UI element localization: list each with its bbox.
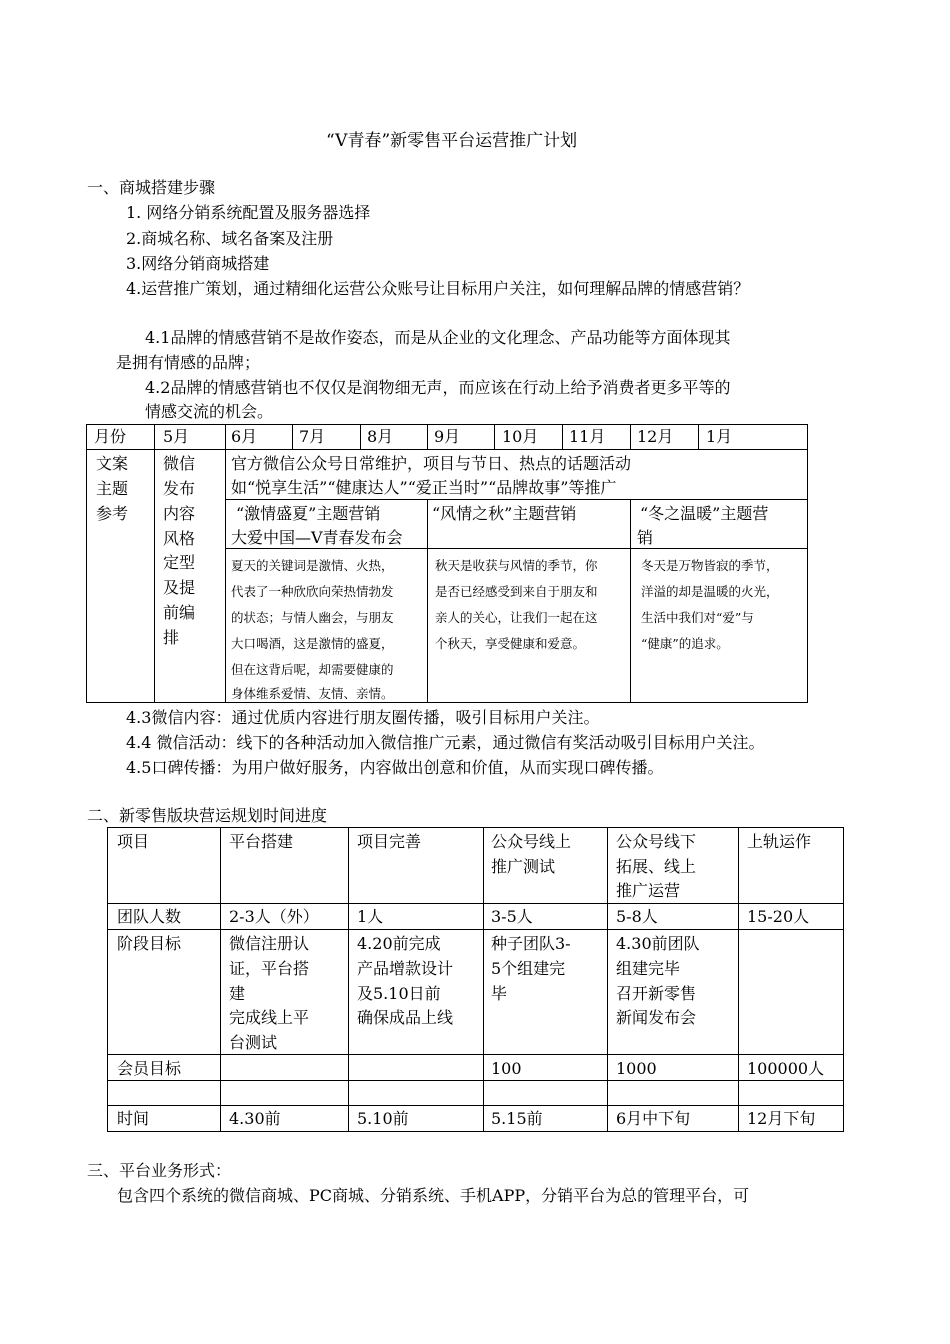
theme-desc-line: 代表了一种欣欣向荣热情勃发 xyxy=(231,584,394,599)
table-cell: 15-20人 xyxy=(747,907,810,926)
table-cell: 4.30前 xyxy=(229,1109,281,1128)
table-cell: 台测试 xyxy=(229,1033,278,1052)
row-label: 参考 xyxy=(96,504,129,523)
list-item: 3.网络分销商城搭建 xyxy=(126,254,270,273)
table-cell: 召开新零售 xyxy=(616,984,697,1003)
table-cell: 团队人数 xyxy=(117,907,182,926)
paragraph-line: 4.2品牌的情感营销也不仅仅是润物细无声，而应该在行动上给予消费者更多平等的 xyxy=(145,378,731,397)
table-header-cell: 12月 xyxy=(637,427,674,446)
theme-desc-line: 大口喝酒，这是激情的盛夏， xyxy=(231,636,394,651)
theme-desc-line: 的状态；与情人幽会，与朋友 xyxy=(231,610,394,625)
table-header-cell: 公众号线上 xyxy=(491,832,572,851)
table-cell: 确保成品上线 xyxy=(357,1008,454,1027)
theme-desc-line: 夏天的关键词是激情、火热， xyxy=(231,558,394,573)
table-cell: 种子团队3- xyxy=(491,934,571,953)
table-cell: 会员目标 xyxy=(117,1059,182,1078)
paragraph-line: 是拥有情感的品牌； xyxy=(116,353,261,372)
theme-title: “激情盛夏”主题营销 xyxy=(236,504,381,523)
table-cell: 1人 xyxy=(357,907,384,926)
theme-desc-line: 秋天是收获与风情的季节，你 xyxy=(435,558,598,573)
table-cell: 微信注册认 xyxy=(229,934,310,953)
sub-label: 微信 xyxy=(163,454,196,473)
table-header-cell: 推广运营 xyxy=(616,881,681,900)
table-cell: 及5.10日前 xyxy=(357,984,441,1003)
table-header-cell: 11月 xyxy=(569,427,606,446)
table-header-cell: 9月 xyxy=(434,427,461,446)
table-cell: 5-8人 xyxy=(616,907,658,926)
table-cell: 证，平台搭 xyxy=(229,959,310,978)
paragraph-line: 4.1品牌的情感营销不是故作姿态，而是从企业的文化理念、产品功能等方面体现其 xyxy=(145,328,731,347)
table-cell: 6月中下旬 xyxy=(616,1109,691,1128)
table-header-cell: 项目完善 xyxy=(357,832,422,851)
sub-label: 风格 xyxy=(163,529,196,548)
sub-label: 排 xyxy=(163,628,180,647)
table-cell: 毕 xyxy=(491,984,508,1003)
list-item: 2.商城名称、域名备案及注册 xyxy=(126,229,334,248)
official-line: 官方微信公众号日常维护，项目与节日、热点的话题活动 xyxy=(231,454,632,473)
table-cell: 4.30前团队 xyxy=(616,934,700,953)
table-header-cell: 7月 xyxy=(299,427,326,446)
table-cell: 100000人 xyxy=(747,1059,825,1078)
theme-title: “风情之秋”主题营销 xyxy=(432,504,577,523)
theme-desc-line: 洋溢的却是温暖的火光， xyxy=(641,584,779,599)
sub-label: 定型 xyxy=(163,553,196,572)
table-header-cell: 6月 xyxy=(231,427,258,446)
table-cell: 3-5人 xyxy=(491,907,533,926)
table-header-cell: 月份 xyxy=(94,427,127,446)
theme-title: 销 xyxy=(637,528,654,547)
paragraph-line: 4.3微信内容：通过优质内容进行朋友圈传播，吸引目标用户关注。 xyxy=(126,708,600,727)
table-cell: 组建完毕 xyxy=(616,959,681,978)
theme-desc-line: 但在这背后呢，却需要健康的 xyxy=(231,662,394,677)
paragraph-line: 包含四个系统的微信商城、PC商城、分销系统、手机APP，分销平台为总的管理平台，可 xyxy=(117,1186,750,1205)
table-cell: 时间 xyxy=(117,1109,150,1128)
table-header-cell: 10月 xyxy=(502,427,539,446)
table-cell: 阶段目标 xyxy=(117,934,182,953)
table-cell: 4.20前完成 xyxy=(357,934,441,953)
table-cell: 5个组建完 xyxy=(491,959,566,978)
theme-title: “冬之温暖”主题营 xyxy=(640,504,769,523)
theme-desc-line: 亲人的关心，让我们一起在这 xyxy=(435,610,598,625)
table-cell: 5.15前 xyxy=(491,1109,543,1128)
table-cell: 12月下旬 xyxy=(747,1109,816,1128)
table-cell: 建 xyxy=(229,984,246,1003)
table-cell: 100 xyxy=(491,1059,522,1078)
row-label: 主题 xyxy=(96,479,129,498)
theme-desc-line: 个秋天，享受健康和爱意。 xyxy=(435,636,586,651)
table-cell: 5.10前 xyxy=(357,1109,409,1128)
section2-heading: 二、新零售版块营运规划时间进度 xyxy=(87,806,328,825)
theme-desc-line: 冬天是万物皆寂的季节， xyxy=(641,558,779,573)
paragraph-line: 情感交流的机会。 xyxy=(145,402,274,421)
table-cell: 1000 xyxy=(616,1059,657,1078)
theme-desc-line: “健康”的追求。 xyxy=(641,636,729,651)
table-cell: 完成线上平 xyxy=(229,1008,310,1027)
page-title: “V青春”新零售平台运营推广计划 xyxy=(326,131,578,151)
theme-desc-line: 是否已经感受到来自于朋友和 xyxy=(435,584,598,599)
section1-heading: 一、商城搭建步骤 xyxy=(87,178,216,197)
table-header-cell: 5月 xyxy=(163,427,190,446)
theme-title: 大爱中国—V青春发布会 xyxy=(231,528,403,547)
sub-label: 及提 xyxy=(163,578,196,597)
table-cell: 产品增款设计 xyxy=(357,959,454,978)
table-cell: 新闻发布会 xyxy=(616,1008,697,1027)
table-header-cell: 项目 xyxy=(117,832,150,851)
table-header-cell: 平台搭建 xyxy=(229,832,294,851)
section3-heading: 三、平台业务形式： xyxy=(87,1161,232,1180)
table-header-cell: 拓展、线上 xyxy=(616,857,697,876)
theme-desc-line: 身体维系爱情、友情、亲情。 xyxy=(231,686,394,701)
paragraph-line: 4.5口碑传播：为用户做好服务，内容做出创意和价值，从而实现口碑传播。 xyxy=(126,758,664,777)
sub-label: 前编 xyxy=(163,603,196,622)
theme-desc-line: 生活中我们对“爱”与 xyxy=(641,610,754,625)
table-header-cell: 公众号线下 xyxy=(616,832,697,851)
table-cell: 2-3人（外） xyxy=(229,907,319,926)
table-header-cell: 8月 xyxy=(367,427,394,446)
list-item: 4.运营推广策划，通过精细化运营公众账号让目标用户关注，如何理解品牌的情感营销？ xyxy=(126,279,750,298)
list-item: 1. 网络分销系统配置及服务器选择 xyxy=(126,203,371,222)
paragraph-line: 4.4 微信活动：线下的各种活动加入微信推广元素，通过微信有奖活动吸引目标用户关注。 xyxy=(126,733,765,752)
row-label: 文案 xyxy=(96,454,129,473)
table-header-cell: 推广测试 xyxy=(491,857,556,876)
table-header-cell: 上轨运作 xyxy=(747,832,812,851)
sub-label: 内容 xyxy=(163,504,196,523)
official-line: 如“悦享生活”“健康达人”“爱正当时”“品牌故事”等推广 xyxy=(231,478,617,497)
table-header-cell: 1月 xyxy=(706,427,733,446)
sub-label: 发布 xyxy=(163,479,196,498)
